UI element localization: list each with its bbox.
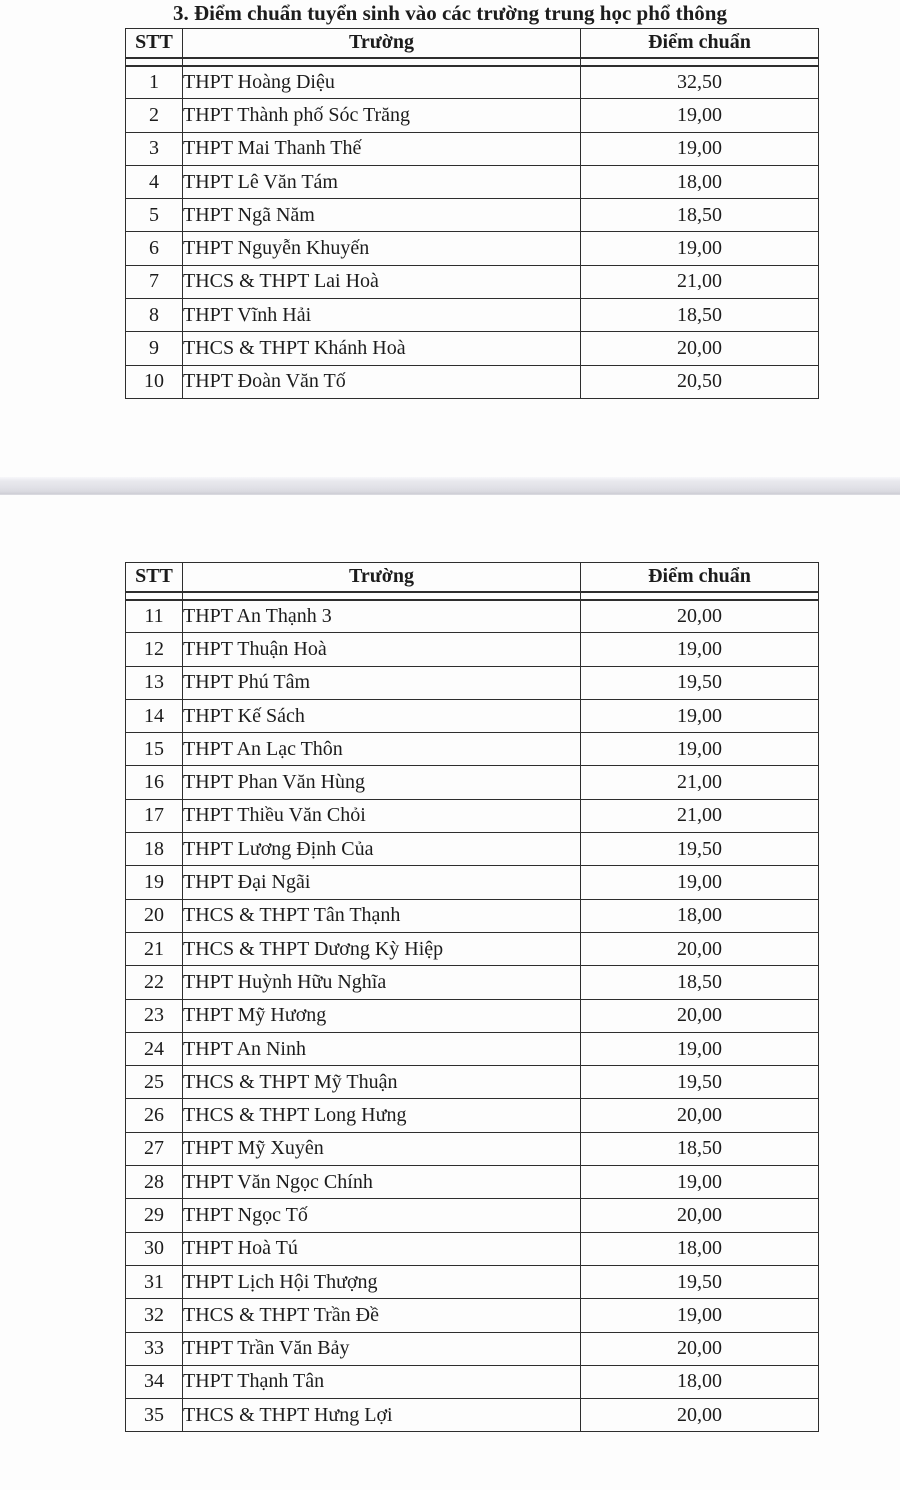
table-row (126, 165, 819, 198)
table-row (126, 833, 819, 866)
table-row (126, 1166, 819, 1199)
school-name: THPT Thành phố Sóc Trăng (183, 99, 581, 132)
column-header-stt: STT (126, 29, 183, 66)
score: 19,00 (581, 633, 819, 666)
school-name: THCS & THPT Trần Đề (183, 1299, 581, 1332)
score: 19,00 (581, 1299, 819, 1332)
row-number: 12 (126, 633, 183, 666)
score: 18,50 (581, 966, 819, 999)
score: 19,00 (581, 733, 819, 766)
school-name: THPT Nguyễn Khuyến (183, 232, 581, 265)
table-row (126, 733, 819, 766)
table-row (126, 1066, 819, 1099)
table-row (126, 699, 819, 732)
school-name: THPT Hoàng Diệu (183, 66, 581, 99)
score: 19,00 (581, 99, 819, 132)
school-name: THCS & THPT Lai Hoà (183, 265, 581, 298)
score: 18,50 (581, 199, 819, 232)
score: 20,50 (581, 365, 819, 398)
school-name: THPT Phan Văn Hùng (183, 766, 581, 799)
score: 19,00 (581, 132, 819, 165)
school-name: THPT Lương Định Của (183, 833, 581, 866)
row-number: 33 (126, 1332, 183, 1365)
row-number: 20 (126, 899, 183, 932)
school-name: THPT Thuận Hoà (183, 633, 581, 666)
row-number: 17 (126, 799, 183, 832)
table-row (126, 232, 819, 265)
table-row (126, 932, 819, 965)
school-name: THPT Phú Tâm (183, 666, 581, 699)
table-row (126, 1299, 819, 1332)
row-number: 11 (126, 600, 183, 633)
score: 21,00 (581, 766, 819, 799)
score: 20,00 (581, 600, 819, 633)
school-name: THPT Lê Văn Tám (183, 165, 581, 198)
school-name: THPT Mai Thanh Thế (183, 132, 581, 165)
row-number: 32 (126, 1299, 183, 1332)
row-number: 28 (126, 1166, 183, 1199)
school-name: THPT Đoàn Văn Tố (183, 365, 581, 398)
row-number: 13 (126, 666, 183, 699)
table-row (126, 66, 819, 99)
score: 20,00 (581, 1199, 819, 1232)
table-row (126, 332, 819, 365)
school-name: THCS & THPT Mỹ Thuận (183, 1066, 581, 1099)
header-row (126, 563, 819, 600)
score: 21,00 (581, 265, 819, 298)
column-header-stt: STT (126, 563, 183, 600)
scores-table-page-2 (125, 562, 819, 1432)
table-row (126, 999, 819, 1032)
table-body (126, 600, 819, 1432)
score: 21,00 (581, 799, 819, 832)
table-row (126, 199, 819, 232)
score: 20,00 (581, 1099, 819, 1132)
score: 19,00 (581, 1166, 819, 1199)
table-row (126, 132, 819, 165)
score: 19,50 (581, 833, 819, 866)
row-number: 22 (126, 966, 183, 999)
score: 18,00 (581, 1232, 819, 1265)
table-row (126, 866, 819, 899)
school-name: THCS & THPT Khánh Hoà (183, 332, 581, 365)
table-row (126, 265, 819, 298)
school-name: THPT Thiều Văn Chỏi (183, 799, 581, 832)
table-row (126, 633, 819, 666)
school-name: THPT An Ninh (183, 1032, 581, 1065)
school-name: THPT An Thạnh 3 (183, 600, 581, 633)
school-name: THPT Trần Văn Bảy (183, 1332, 581, 1365)
scores-table-page-1 (125, 28, 819, 399)
row-number: 35 (126, 1399, 183, 1432)
table-row (126, 1232, 819, 1265)
table-row (126, 1199, 819, 1232)
row-number: 15 (126, 733, 183, 766)
score: 18,00 (581, 1365, 819, 1398)
table-row (126, 600, 819, 633)
school-name: THCS & THPT Hưng Lợi (183, 1399, 581, 1432)
table-row (126, 1032, 819, 1065)
score: 20,00 (581, 999, 819, 1032)
row-number: 29 (126, 1199, 183, 1232)
row-number: 6 (126, 232, 183, 265)
school-name: THCS & THPT Dương Kỳ Hiệp (183, 932, 581, 965)
school-name: THPT Lịch Hội Thượng (183, 1265, 581, 1298)
school-name: THPT Mỹ Xuyên (183, 1132, 581, 1165)
score: 18,00 (581, 899, 819, 932)
row-number: 1 (126, 66, 183, 99)
school-name: THPT Ngã Năm (183, 199, 581, 232)
table-row (126, 1132, 819, 1165)
row-number: 10 (126, 365, 183, 398)
row-number: 4 (126, 165, 183, 198)
row-number: 30 (126, 1232, 183, 1265)
row-number: 23 (126, 999, 183, 1032)
table-row (126, 899, 819, 932)
row-number: 27 (126, 1132, 183, 1165)
row-number: 25 (126, 1066, 183, 1099)
school-name: THCS & THPT Long Hưng (183, 1099, 581, 1132)
score: 20,00 (581, 332, 819, 365)
row-number: 3 (126, 132, 183, 165)
score: 18,50 (581, 299, 819, 332)
table-row (126, 766, 819, 799)
school-name: THPT Văn Ngọc Chính (183, 1166, 581, 1199)
school-name: THPT Thạnh Tân (183, 1365, 581, 1398)
row-number: 26 (126, 1099, 183, 1132)
score: 19,00 (581, 1032, 819, 1065)
table-row (126, 299, 819, 332)
score: 18,00 (581, 165, 819, 198)
table-row (126, 365, 819, 398)
table-row (126, 1399, 819, 1432)
score: 19,50 (581, 666, 819, 699)
row-number: 19 (126, 866, 183, 899)
table-row (126, 966, 819, 999)
school-name: THPT Hoà Tú (183, 1232, 581, 1265)
score: 32,50 (581, 66, 819, 99)
row-number: 21 (126, 932, 183, 965)
score: 20,00 (581, 1332, 819, 1365)
row-number: 16 (126, 766, 183, 799)
score: 20,00 (581, 1399, 819, 1432)
score: 19,00 (581, 232, 819, 265)
header-row (126, 29, 819, 66)
school-name: THPT Vĩnh Hải (183, 299, 581, 332)
row-number: 8 (126, 299, 183, 332)
score: 20,00 (581, 932, 819, 965)
column-header-school: Trường (183, 29, 581, 66)
school-name: THPT Ngọc Tố (183, 1199, 581, 1232)
school-name: THPT Huỳnh Hữu Nghĩa (183, 966, 581, 999)
row-number: 7 (126, 265, 183, 298)
row-number: 34 (126, 1365, 183, 1398)
row-number: 9 (126, 332, 183, 365)
score: 18,50 (581, 1132, 819, 1165)
score: 19,50 (581, 1066, 819, 1099)
column-header-score: Điểm chuẩn (581, 29, 819, 66)
row-number: 18 (126, 833, 183, 866)
table-body (126, 66, 819, 399)
school-name: THCS & THPT Tân Thạnh (183, 899, 581, 932)
table-row (126, 1332, 819, 1365)
table-row (126, 1099, 819, 1132)
table-row (126, 666, 819, 699)
page-break-separator (0, 477, 900, 495)
table-row (126, 1365, 819, 1398)
school-name: THPT Mỹ Hương (183, 999, 581, 1032)
table-row (126, 1265, 819, 1298)
row-number: 2 (126, 99, 183, 132)
row-number: 24 (126, 1032, 183, 1065)
school-name: THPT Đại Ngãi (183, 866, 581, 899)
column-header-score: Điểm chuẩn (581, 563, 819, 600)
table-row (126, 799, 819, 832)
row-number: 31 (126, 1265, 183, 1298)
section-heading: 3. Điểm chuẩn tuyển sinh vào các trường trung học phổ thông (173, 1, 727, 25)
row-number: 5 (126, 199, 183, 232)
score: 19,50 (581, 1265, 819, 1298)
score: 19,00 (581, 866, 819, 899)
table-row (126, 99, 819, 132)
school-name: THPT An Lạc Thôn (183, 733, 581, 766)
school-name: THPT Kế Sách (183, 699, 581, 732)
column-header-school: Trường (183, 563, 581, 600)
row-number: 14 (126, 699, 183, 732)
score: 19,00 (581, 699, 819, 732)
